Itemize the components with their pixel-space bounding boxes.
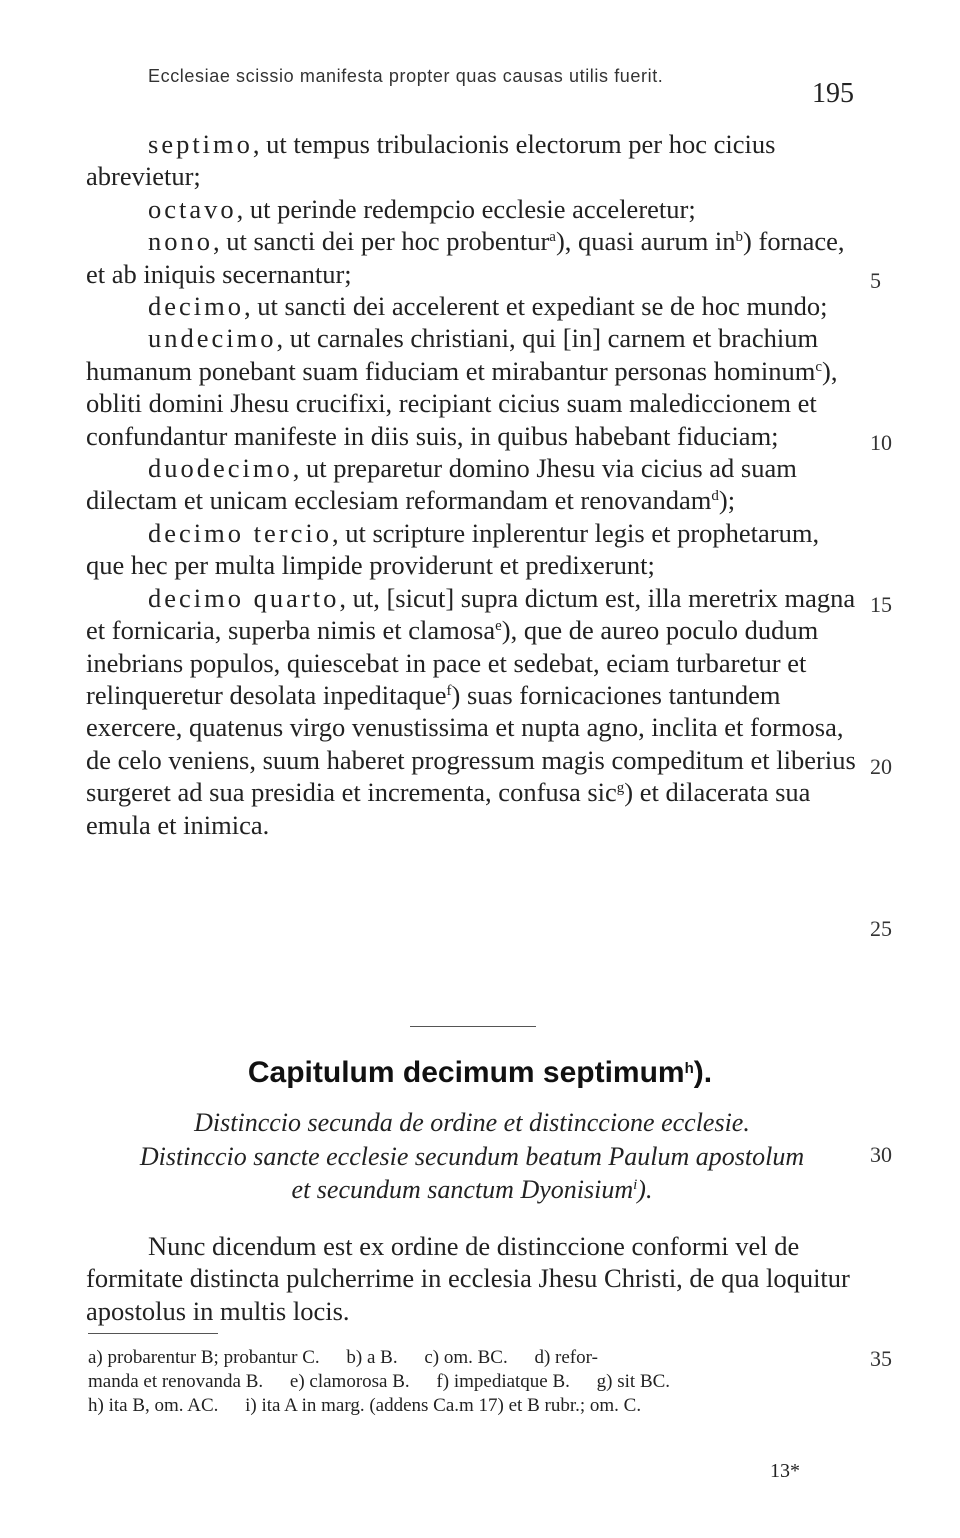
page-number: 195 [812, 78, 854, 109]
paragraph-decimo-tercio [86, 517, 858, 582]
line-number: 15 [870, 592, 892, 617]
paragraph-text: ) suas fornicaciones tantundem exercere, quatenus virgo venustissima et nupta agno, inclita et formosa, de celo veniens, suum haberet progressum magis compeditum et liberius surgeret ad sua presidia et incrementa, confusa sic [86, 679, 856, 808]
footnote: g) sit BC. [596, 1371, 671, 1392]
paragraph-lead: octavo [148, 193, 237, 224]
footnote-ref: d [711, 488, 719, 505]
paragraph-text: ), obliti domini Jhesu crucifixi, recipiant cicius suam malediccionem et confundantur manifeste in diis suis, in quibus habebant fiduciam; [86, 355, 838, 451]
paragraph-octavo [86, 193, 858, 225]
paragraph-lead: duodecimo [148, 453, 293, 484]
paragraph-nono [86, 225, 858, 290]
footnote: d) refor- [534, 1347, 598, 1368]
line-number: 25 [870, 916, 892, 941]
paragraph-text: ); [718, 485, 736, 516]
subtitle-line: Distinccio sancte ecclesie secundum beatum Paulum apostolum [139, 1141, 805, 1171]
paragraph-undecimo [86, 322, 858, 452]
footnote-ref: f [446, 682, 452, 699]
signature-mark: 13* [770, 1460, 800, 1482]
footnote: c) om. BC. [424, 1347, 508, 1368]
paragraph-text: , ut, [sicut] supra dictum est, illa meretrix magna et fornicaria, superba nimis et clamosa [86, 582, 856, 646]
paragraph-text: , ut tempus tribulacionis electorum per hoc cicius abrevietur; [86, 129, 776, 192]
footnote-row [88, 1370, 858, 1394]
line-number: 5 [870, 268, 881, 293]
paragraph-text: , ut sancti dei accelerent et expediant se de hoc mundo; [244, 291, 828, 322]
footnote: e) clamorosa B. [289, 1371, 410, 1392]
line-number: 20 [870, 754, 892, 779]
footnote-divider [88, 1333, 218, 1334]
footnote-ref: g [616, 780, 625, 797]
paragraph-text: ), que de aureo poculo dudum inebrians populos, quiescebat in pace et sedebat, eciam turbaretur et relinqueretur desolata inpeditaque [86, 615, 819, 710]
paragraph-lead: septimo [148, 129, 253, 159]
paragraph-text: , ut carnales christiani, qui [in] carnem et brachium humanum ponebant suam fiduciam et mirabantur personas hominum [86, 323, 819, 386]
chapter-intro: Nunc dicendum est ex ordine de distinccione conformi vel de formitate distincta pulcherrime in ecclesia Jhesu Christi, de qua loquitur apostolus in multis locis. [86, 1231, 850, 1326]
footnote-row [88, 1346, 858, 1370]
paragraph-decimo [86, 290, 858, 322]
paragraph-text: , ut preparetur domino Jhesu via cicius ad suam dilectam et unicam ecclesiam reformandam et renovandam [86, 453, 797, 516]
paragraph-text: ) et dilacerata sua emula et inimica. [86, 777, 811, 840]
paragraph-text: ), quasi aurum in [555, 226, 736, 257]
subtitle-line: et secundum sanctum Dyonisium$^i$). [291, 1175, 653, 1204]
line-number: 35 [870, 1346, 892, 1371]
paragraph-lead: decimo quarto [148, 582, 340, 613]
paragraph-lead: decimo [148, 291, 244, 322]
footnote: a) probarentur B; probantur C. [88, 1347, 320, 1368]
paragraph-septimo [86, 128, 858, 193]
footnote-ref: b [735, 229, 744, 246]
footnote-ref: i [633, 1177, 638, 1193]
subtitle-line-text: et secundum sanctum Dyonisium [291, 1175, 634, 1204]
paragraph-lead: nono [148, 226, 213, 257]
paragraph-text: ) fornace, et ab iniquis secernantur; [86, 226, 845, 289]
footnote-ref: c [815, 358, 822, 375]
footnote-ref: a [549, 229, 556, 246]
subtitle-line: Distinccio secunda de ordine et distinccione ecclesie. [194, 1108, 750, 1137]
footnote: f) impediatque B. [436, 1371, 570, 1392]
footnote: manda et renovanda B. [88, 1371, 264, 1392]
paragraph-duodecimo [86, 452, 858, 517]
paragraph-text: , ut sancti dei per hoc probentur [213, 226, 550, 257]
footnote: b) a B. [346, 1347, 398, 1368]
main-text [86, 128, 858, 841]
footnote-ref: h [684, 1060, 694, 1077]
footnote-ref: e [495, 618, 502, 635]
section-divider [410, 1026, 536, 1027]
running-head: Ecclesiae scissio manifesta propter quas causas utilis fuerit. [148, 66, 664, 86]
line-number: 30 [870, 1142, 892, 1167]
paragraph-text: , ut scripture inplerentur legis et prophetarum, que hec per multa limpide providerunt et predixerunt; [86, 517, 820, 581]
footnote: h) ita B, om. AC. [88, 1395, 219, 1416]
paragraph-text: , ut perinde redempcio ecclesie acceleretur; [236, 193, 696, 224]
chapter-title: Capitulum decimum septimum$^h$). [247, 1056, 713, 1089]
paragraph-lead: decimo tercio [148, 517, 332, 548]
footnote: i) ita A in marg. (addens Ca.m 17) et B rubr.; om. C. [245, 1395, 642, 1416]
chapter-title-text: Capitulum decimum septimum [247, 1056, 685, 1089]
chapter-subtitle [86, 1106, 858, 1207]
footnote-row [88, 1394, 858, 1418]
line-number: 10 [870, 430, 892, 455]
footnotes [88, 1346, 858, 1418]
paragraph-lead: undecimo [148, 323, 277, 354]
paragraph-decimo-quarto [86, 582, 858, 841]
